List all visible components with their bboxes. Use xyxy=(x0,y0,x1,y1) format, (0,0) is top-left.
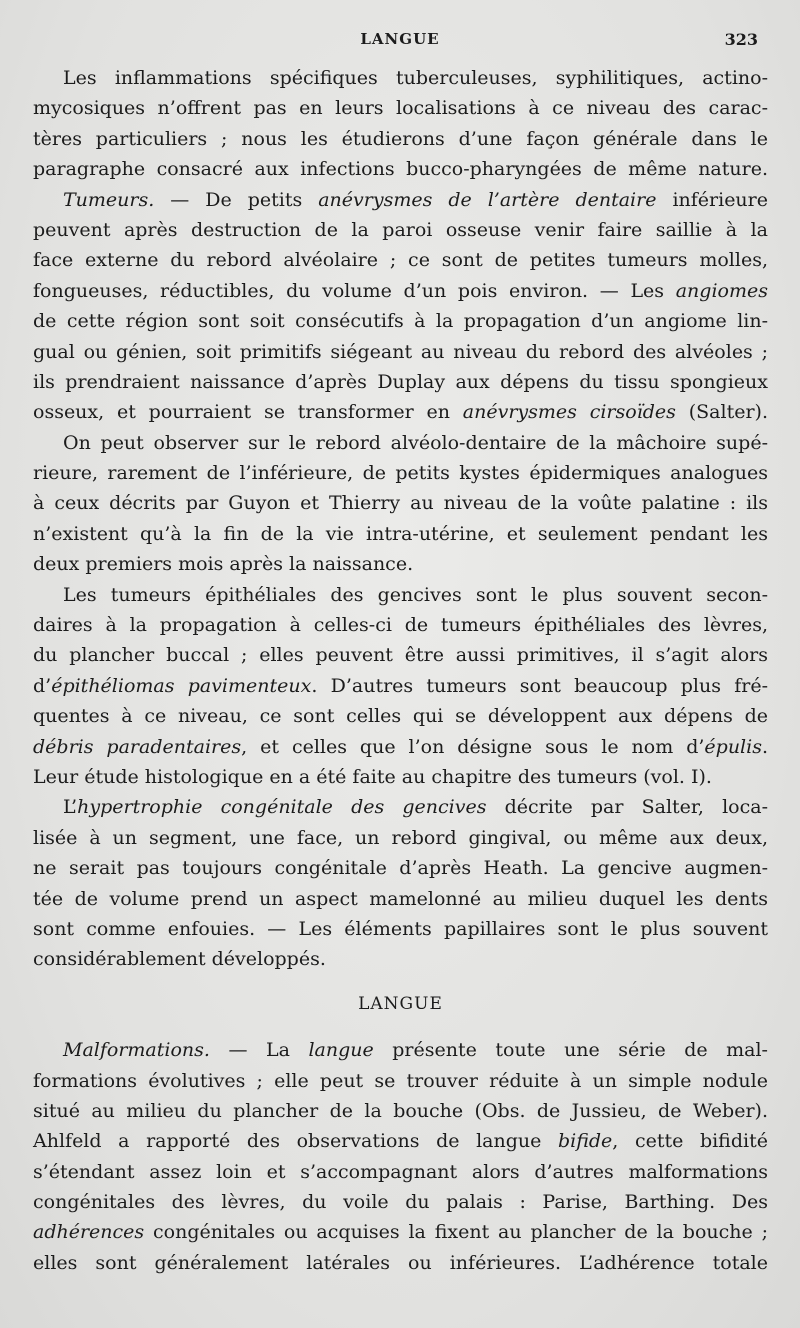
text-line: peuvent après destruction de la paroi osseuse venir faire saillie à la xyxy=(33,218,768,241)
text-line: gual ou génien, soit primitifs siégeant au niveau du rebord des alvéoles ; xyxy=(33,340,768,363)
text-line: à ceux décrits par Guyon et Thierry au niveau de la voûte palatine : ils xyxy=(33,492,768,515)
text-line: On peut observer sur le rebord alvéolo-dentaire de la mâchoire supé- xyxy=(63,431,768,454)
text-line: formations évolutives ; elle peut se trouver réduite à un simple nodule xyxy=(33,1069,768,1092)
italic-term: bifide xyxy=(557,1130,613,1153)
text-line: Les tumeurs épithéliales des gencives sont le plus souvent secon- xyxy=(63,583,768,606)
text-line: considérablement développés. xyxy=(33,948,326,971)
italic-term: adhérences xyxy=(33,1221,145,1244)
text-line: L’hypertrophie congénitale des gencives décrite par Salter, loca- xyxy=(63,796,768,819)
text-line: congénitales des lèvres, du voile du palais : Parise, Barthing. Des xyxy=(33,1191,768,1214)
italic-term: débris paradentaires xyxy=(33,735,242,758)
paragraph-hypertrophie xyxy=(33,792,768,974)
text-line: quentes à ce niveau, ce sont celles qui se développent aux dépens de xyxy=(33,705,768,728)
italic-term: anévrysmes cirsoïdes xyxy=(462,401,676,424)
run-in-heading: Tumeurs. xyxy=(63,188,155,211)
italic-term: angiomes xyxy=(675,279,768,302)
body-text xyxy=(33,63,768,1278)
text-line: n’existent qu’à la fin de la vie intra-utérine, et seulement pendant les xyxy=(33,522,768,545)
paragraph-malformations xyxy=(33,1035,768,1278)
section-heading: LANGUE xyxy=(358,993,443,1014)
paragraph-inflammations xyxy=(33,63,768,185)
text-line: fongueuses, réductibles, du volume d’un pois environ. — Les angiomes xyxy=(33,279,768,302)
paragraph-tumeurs-epitheliales xyxy=(33,580,768,793)
italic-term: hypertrophie congénitale des gencives xyxy=(77,796,487,819)
paragraph-kystes xyxy=(33,428,768,580)
run-in-heading: Malformations. xyxy=(63,1039,210,1062)
text-line: Leur étude histologique en a été faite au chapitre des tumeurs (vol. I). xyxy=(33,765,712,788)
text-line: de cette région sont soit consécutifs à la propagation d’un angiome lin- xyxy=(33,310,768,333)
page-header xyxy=(0,30,800,54)
text-line: face externe du rebord alvéolaire ; ce sont de petites tumeurs molles, xyxy=(33,249,768,272)
text-line: Les inflammations spécifiques tuberculeuses, syphilitiques, actino- xyxy=(63,67,768,89)
text-line: deux premiers mois après la naissance. xyxy=(33,553,414,576)
page-number: 323 xyxy=(724,30,758,49)
italic-term: anévrysmes de l’artère dentaire xyxy=(318,188,657,211)
text-line: daires à la propagation à celles-ci de tumeurs épithéliales des lèvres, xyxy=(33,614,768,637)
text-line: lisée à un segment, une face, un rebord gingival, ou même aux deux, xyxy=(33,826,768,849)
text-line: du plancher buccal ; elles peuvent être aussi primitives, il s’agit alors xyxy=(33,644,768,667)
text-line: Malformations. — La langue présente toute une série de mal- xyxy=(63,1039,768,1062)
text-line: adhérences congénitales ou acquises la fixent au plancher de la bouche ; xyxy=(33,1221,768,1244)
text-line: rieure, rarement de l’inférieure, de petits kystes épidermiques analogues xyxy=(33,462,768,485)
text-line: Ahlfeld a rapporté des observations de langue bifide, cette bifidité xyxy=(33,1130,768,1153)
text-line: tée de volume prend un aspect mamelonné au milieu duquel les dents xyxy=(33,887,768,910)
italic-term: langue xyxy=(308,1039,374,1062)
text-line: situé au milieu du plancher de la bouche (Obs. de Jussieu, de Weber). xyxy=(33,1099,768,1122)
text-line: Tumeurs. — De petits anévrysmes de l’artère dentaire inférieure xyxy=(63,188,768,211)
text-line: mycosiques n’offrent pas en leurs localisations à ce niveau des carac- xyxy=(33,97,768,120)
text-line: osseux, et pourraient se transformer en anévrysmes cirsoïdes (Salter). xyxy=(33,401,768,424)
text-line: s’étendant assez loin et s’accompagnant alors d’autres malformations xyxy=(33,1160,768,1183)
text-line: ils prendraient naissance d’après Duplay aux dépens du tissu spongieux xyxy=(33,370,768,393)
running-head: LANGUE xyxy=(360,30,440,48)
text-line: tères particuliers ; nous les étudierons d’une façon générale dans le xyxy=(33,127,768,150)
italic-term: épulis xyxy=(704,735,762,758)
italic-term: épithéliomas pavimenteux xyxy=(51,674,312,697)
paragraph-tumeurs xyxy=(33,185,768,428)
text-line: ne serait pas toujours congénitale d’après Heath. La gencive augmen- xyxy=(33,857,768,880)
text-line: paragraphe consacré aux infections bucco-pharyngées de même nature. xyxy=(33,158,768,181)
text-line: elles sont généralement latérales ou inférieures. L’adhérence totale xyxy=(33,1251,768,1274)
text-line: débris paradentaires, et celles que l’on désigne sous le nom d’épulis. xyxy=(33,735,769,758)
text-line: sont comme enfouies. — Les éléments papillaires sont le plus souvent xyxy=(33,917,768,940)
text-line: d’épithéliomas pavimenteux. D’autres tumeurs sont beaucoup plus fré- xyxy=(33,674,768,697)
